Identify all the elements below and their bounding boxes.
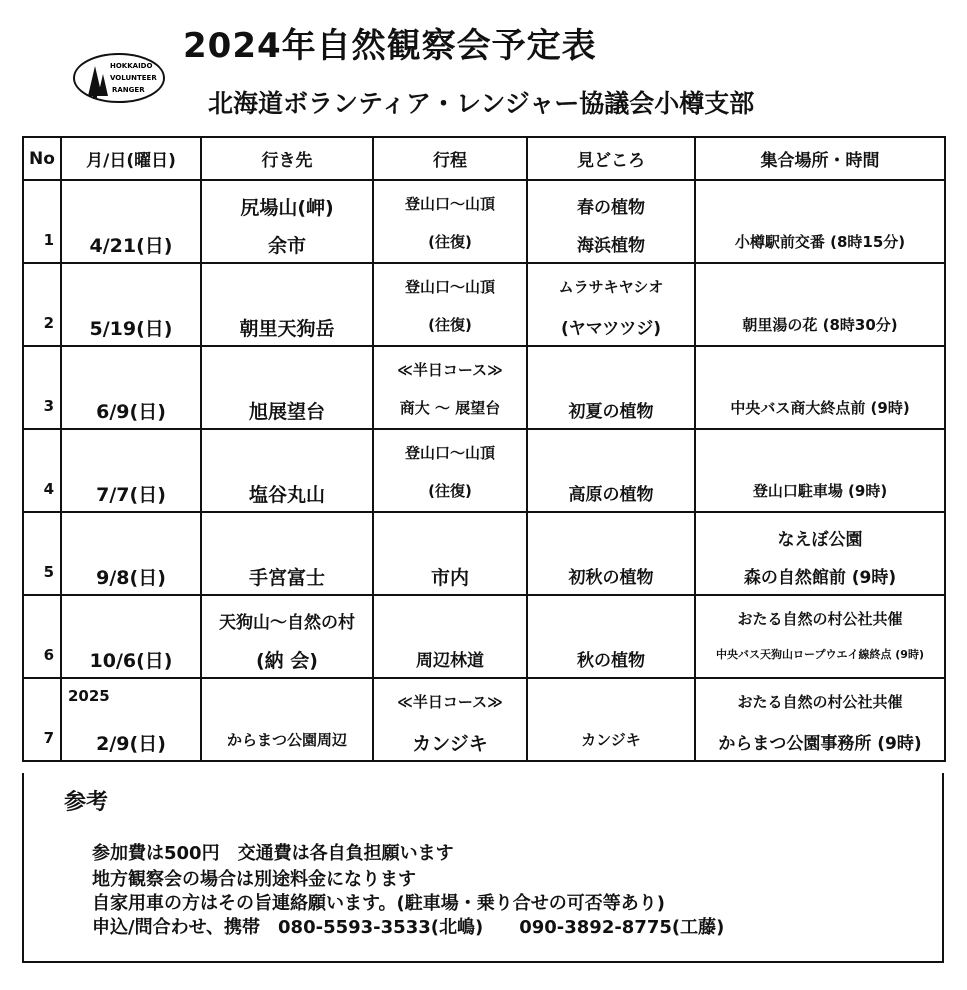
meeting-line2: 登山口駐車場 (9時)	[752, 482, 888, 500]
row-number: 6	[43, 646, 54, 664]
col-header-route: 行程	[373, 137, 527, 180]
row-number: 2	[43, 314, 54, 332]
route-line2: 周辺林道	[416, 651, 484, 671]
highlight-line1: 春の植物	[577, 198, 645, 218]
row-number: 5	[43, 563, 54, 581]
meeting-line2: 中央バス天狗山ロープウエイ線終点 (9時)	[716, 648, 924, 661]
table-row	[23, 346, 945, 429]
highlight-line2: カンジキ	[581, 731, 641, 749]
highlight-line2: 秋の植物	[577, 651, 645, 671]
svg-text:HOKKAIDO: HOKKAIDO	[110, 62, 153, 70]
svg-text:VOLUNTEER: VOLUNTEER	[110, 74, 157, 82]
row-number: 7	[43, 729, 54, 747]
schedule-table	[22, 136, 946, 762]
destination-line2: 手宮富士	[248, 567, 325, 589]
svg-text:RANGER: RANGER	[112, 86, 145, 94]
notes-heading: 参考	[64, 790, 109, 815]
notes-line: 地方観察会の場合は別途料金になります	[92, 869, 416, 890]
table-row	[23, 512, 945, 595]
meeting-line2: 朝里湯の花 (8時30分)	[742, 316, 898, 334]
event-date: 7/7(日)	[96, 484, 166, 506]
meeting-line2: 小樽駅前交番 (8時15分)	[734, 233, 906, 251]
route-line2: 市内	[430, 567, 469, 589]
destination-line1: 尻場山(岬)	[240, 197, 334, 219]
meeting-line1: なえぼ公園	[777, 530, 863, 550]
highlight-line2: 海浜植物	[577, 236, 645, 256]
event-date: 6/9(日)	[96, 401, 166, 423]
table-row	[23, 429, 945, 512]
route-line1: ≪半日コース≫	[397, 361, 503, 379]
route-line2: (往復)	[428, 316, 472, 334]
route-line2: 商大 ～ 展望台	[399, 399, 501, 417]
row-number: 3	[43, 397, 54, 415]
organization-name: 北海道ボランティア・レンジャー協議会小樽支部	[208, 89, 755, 118]
destination-line1: 天狗山～自然の村	[219, 613, 355, 633]
col-header-highlights: 見どころ	[527, 137, 695, 180]
table-row	[23, 263, 945, 346]
highlight-line2: 高原の植物	[568, 485, 654, 505]
table-row	[23, 180, 945, 263]
meeting-line1: おたる自然の村公社共催	[737, 693, 903, 711]
page-title: 2024年自然観察会予定表	[183, 26, 597, 66]
notes-line: 参加費は500円 交通費は各自負担願います	[92, 843, 454, 864]
meeting-line1: おたる自然の村公社共催	[737, 610, 903, 628]
event-year: 2025	[68, 687, 110, 705]
notes-section	[22, 773, 944, 963]
meeting-line2: 中央バス商大終点前 (9時)	[730, 399, 910, 417]
meeting-line2: からまつ公園事務所 (9時)	[718, 734, 922, 754]
highlight-line2: (ヤマツツジ)	[560, 319, 662, 339]
row-number: 4	[43, 480, 54, 498]
event-date: 10/6(日)	[89, 650, 173, 672]
route-line1: 登山口～山頂	[404, 195, 495, 213]
event-date: 4/21(日)	[89, 235, 173, 257]
volunteer-ranger-logo	[72, 52, 166, 104]
route-line1: 登山口～山頂	[404, 444, 495, 462]
route-line2: カンジキ	[412, 733, 488, 755]
route-line1: 登山口～山頂	[404, 278, 495, 296]
destination-line2: 塩谷丸山	[248, 484, 325, 506]
destination-line2: 余市	[267, 235, 306, 257]
event-date: 2/9(日)	[96, 733, 166, 755]
route-line2: (往復)	[428, 482, 472, 500]
col-header-date: 月/日(曜日)	[61, 137, 201, 180]
route-line2: (往復)	[428, 233, 472, 251]
destination-line2: 旭展望台	[248, 401, 325, 423]
table-header-row	[23, 137, 945, 180]
table-row	[23, 595, 945, 678]
highlight-line2: 初秋の植物	[568, 568, 654, 588]
highlight-line1: ムラサキヤシオ	[558, 278, 664, 296]
destination-line2: 朝里天狗岳	[239, 318, 335, 340]
highlight-line2: 初夏の植物	[568, 402, 654, 422]
col-header-destination: 行き先	[201, 137, 373, 180]
notes-line: 自家用車の方はその旨連絡願います。(駐車場・乗り合せの可否等あり)	[92, 893, 666, 914]
destination-line2: からまつ公園周辺	[226, 731, 347, 749]
event-date: 5/19(日)	[89, 318, 173, 340]
route-line1: ≪半日コース≫	[397, 693, 503, 711]
table-row	[23, 678, 945, 761]
col-header-no: No	[23, 137, 61, 180]
notes-line: 申込/問合わせ、携帯 080-5593-3533(北嶋) 090-3892-8775(工藤)	[92, 917, 725, 938]
event-date: 9/8(日)	[96, 567, 166, 589]
destination-line2: (納 会)	[256, 650, 318, 672]
col-header-meeting: 集合場所・時間	[695, 137, 945, 180]
row-number: 1	[43, 231, 54, 249]
meeting-line2: 森の自然館前 (9時)	[743, 568, 897, 588]
